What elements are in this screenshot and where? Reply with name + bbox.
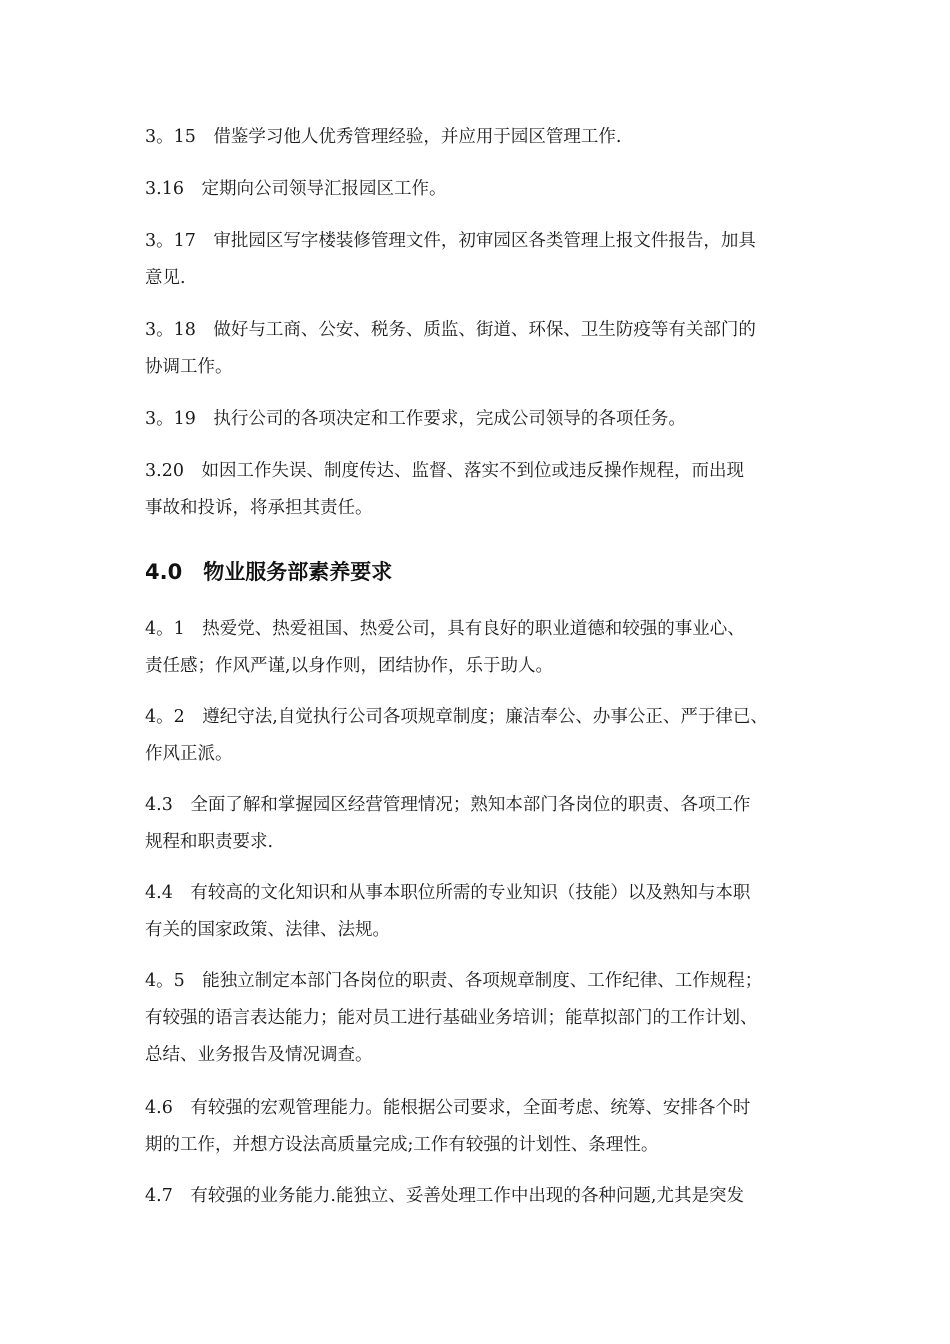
item-line: 总结、业务报告及情况调查。 bbox=[145, 1045, 373, 1065]
item-4-2 bbox=[145, 699, 820, 773]
item-line: 4.7 有较强的业务能力.能独立、妥善处理工作中出现的各种问题,尤其是突发 bbox=[145, 1186, 744, 1206]
item-3-17 bbox=[145, 223, 820, 297]
item-line: 作风正派。 bbox=[145, 744, 233, 764]
item-4-5 bbox=[145, 963, 820, 1074]
item-3-19 bbox=[145, 401, 820, 438]
item-line: 协调工作。 bbox=[145, 357, 233, 377]
item-line: 意见. bbox=[145, 268, 186, 288]
item-3-16 bbox=[145, 171, 820, 208]
item-line: 3。17 审批园区写字楼装修管理文件，初审园区各类管理上报文件报告，加具 bbox=[145, 231, 756, 251]
item-4-3 bbox=[145, 787, 820, 861]
item-line: 责任感；作风严谨,以身作则，团结协作，乐于助人。 bbox=[145, 656, 554, 676]
item-line: 3.16 定期向公司领导汇报园区工作。 bbox=[145, 179, 447, 199]
item-line: 4.4 有较高的文化知识和从事本职位所需的专业知识（技能）以及熟知与本职 bbox=[145, 883, 751, 903]
section-heading: 4.0 物业服务部素养要求 bbox=[145, 560, 393, 584]
item-line: 4.6 有较强的宏观管理能力。能根据公司要求，全面考虑、统筹、安排各个时 bbox=[145, 1098, 751, 1118]
item-line: 有较强的语言表达能力；能对员工进行基础业务培训；能草拟部门的工作计划、 bbox=[145, 1008, 758, 1028]
item-line: 规程和职责要求. bbox=[145, 832, 274, 852]
item-3-15 bbox=[145, 119, 820, 156]
item-3-18 bbox=[145, 312, 820, 386]
item-line: 3。19 执行公司的各项决定和工作要求，完成公司领导的各项任务。 bbox=[145, 409, 686, 429]
item-line: 期的工作，并想方设法高质量完成;工作有较强的计划性、条理性。 bbox=[145, 1135, 659, 1155]
item-4-4 bbox=[145, 875, 820, 949]
item-line: 4。2 遵纪守法,自觉执行公司各项规章制度；廉洁奉公、办事公正、严于律已、 bbox=[145, 707, 768, 727]
item-line: 3。18 做好与工商、公安、税务、质监、街道、环保、卫生防疫等有关部门的 bbox=[145, 320, 756, 340]
item-3-20 bbox=[145, 453, 820, 527]
item-line: 事故和投诉，将承担其责任。 bbox=[145, 498, 373, 518]
item-line: 4。5 能独立制定本部门各岗位的职责、各项规章制度、工作纪律、工作规程； bbox=[145, 971, 763, 991]
item-4-6 bbox=[145, 1090, 820, 1164]
item-line: 有关的国家政策、法律、法规。 bbox=[145, 920, 390, 940]
item-line: 4。1 热爱党、热爱祖国、热爱公司，具有良好的职业道德和较强的事业心、 bbox=[145, 619, 745, 639]
item-4-1 bbox=[145, 611, 820, 685]
item-line: 3。15 借鉴学习他人优秀管理经验，并应用于园区管理工作. bbox=[145, 127, 622, 147]
item-line: 3.20 如因工作失误、制度传达、监督、落实不到位或违反操作规程，而出现 bbox=[145, 461, 744, 481]
item-line: 4.3 全面了解和掌握园区经营管理情况；熟知本部门各岗位的职责、各项工作 bbox=[145, 795, 751, 815]
item-4-7 bbox=[145, 1178, 820, 1215]
